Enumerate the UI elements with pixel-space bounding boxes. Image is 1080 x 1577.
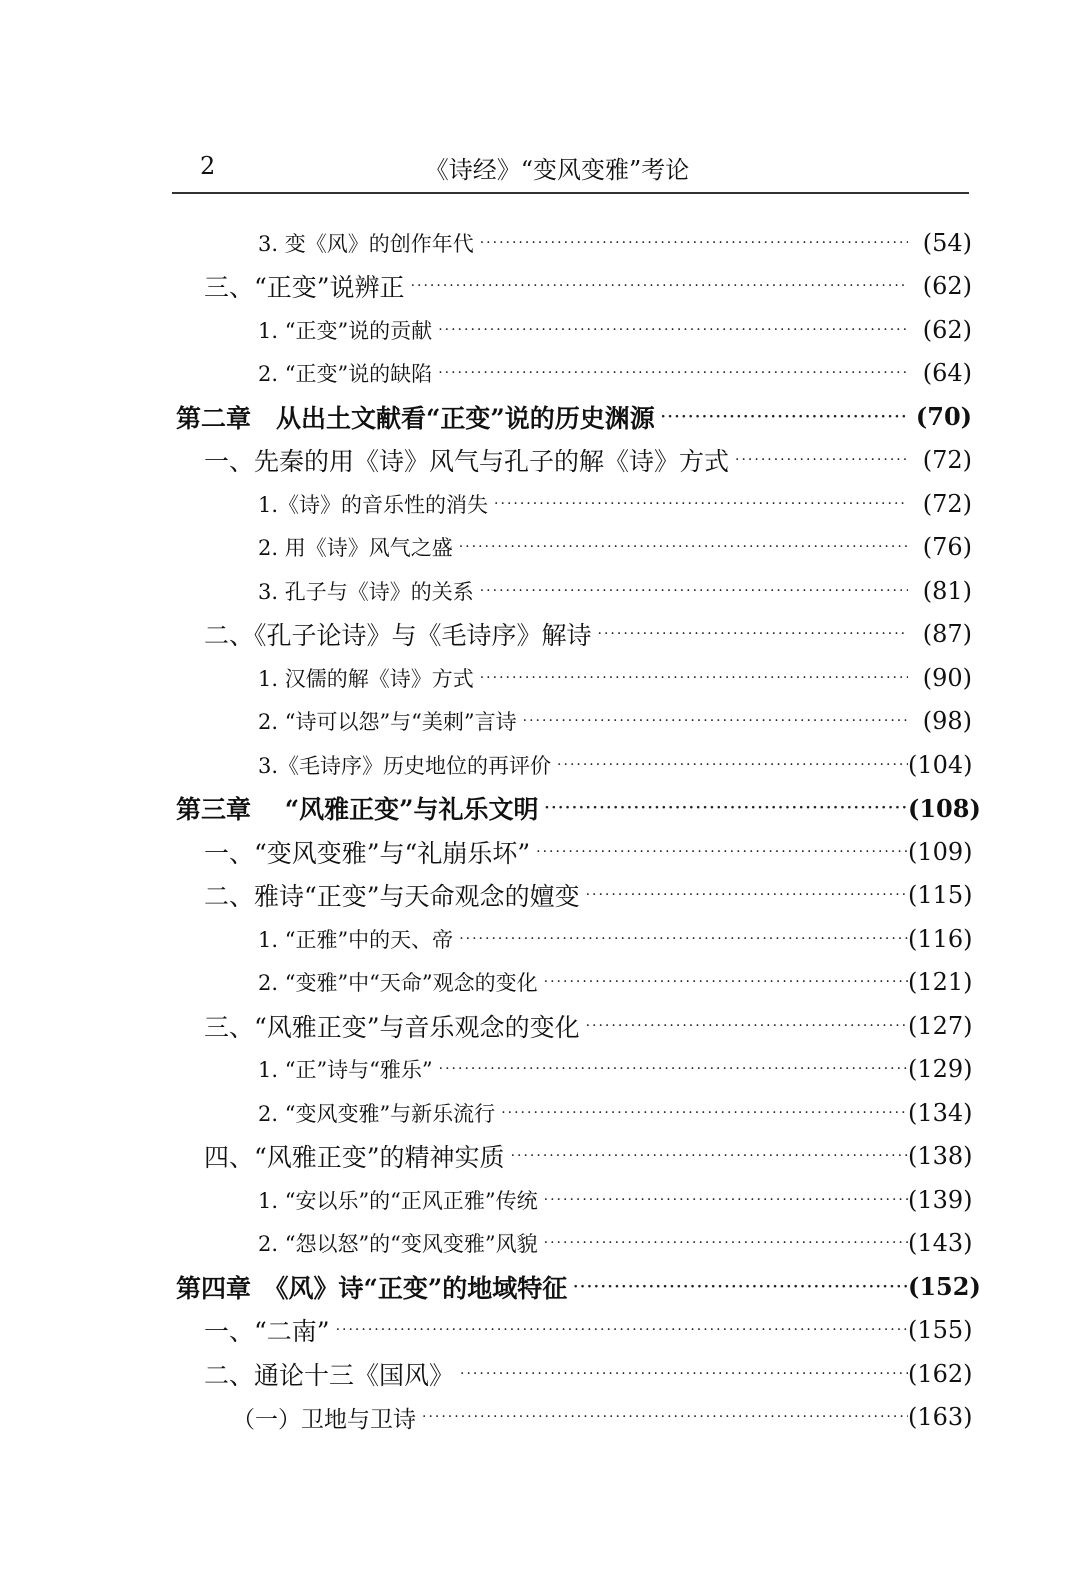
toc-entry bbox=[0, 830, 1080, 874]
toc-entry-page: (98) bbox=[922, 707, 972, 736]
toc-entry-title: 2. “正变”说的缺陷 bbox=[258, 362, 433, 387]
toc-entry-title: 一、“二南” bbox=[204, 1317, 330, 1347]
toc-entry-page: (162) bbox=[908, 1359, 973, 1388]
toc-entry-title: 1. 汉儒的解《诗》方式 bbox=[258, 666, 474, 691]
dot-leader bbox=[586, 1019, 908, 1033]
toc-entry-title: 2. “怨以怒”的“变风变雅”风貌 bbox=[258, 1232, 538, 1257]
toc-entry-title: 1. “正”诗与“雅乐” bbox=[258, 1058, 433, 1083]
toc-entry-title: 2. “变雅”中“天命”观念的变化 bbox=[258, 971, 538, 996]
dot-leader bbox=[544, 975, 908, 989]
toc-entry-title: 2. “诗可以怨”与“美刺”言诗 bbox=[258, 710, 517, 735]
toc-entry-title: 三、“风雅正变”与音乐观念的变化 bbox=[204, 1012, 580, 1042]
toc-entry-page: (62) bbox=[922, 315, 972, 344]
toc-entry-title: 1. “安以乐”的“正风正雅”传统 bbox=[258, 1188, 538, 1213]
toc-entry-page: (129) bbox=[908, 1055, 973, 1084]
dot-leader bbox=[438, 366, 908, 380]
toc-entry bbox=[0, 917, 1080, 961]
toc-entry-title: 一、先秦的用《诗》风气与孔子的解《诗》方式 bbox=[204, 447, 730, 477]
toc-entry bbox=[0, 221, 1080, 265]
toc-entry-title: 1. “正雅”中的天、帝 bbox=[258, 927, 454, 952]
toc-entry-title: 3. 孔子与《诗》的关系 bbox=[258, 579, 474, 604]
toc-entry bbox=[0, 352, 1080, 396]
dot-leader bbox=[422, 1410, 908, 1424]
toc-entry bbox=[0, 1222, 1080, 1266]
toc-entry-page: (70) bbox=[915, 402, 972, 432]
dot-leader bbox=[735, 453, 908, 467]
toc-entry bbox=[0, 656, 1080, 700]
toc-entry bbox=[0, 1352, 1080, 1396]
dot-leader bbox=[586, 888, 908, 902]
toc-entry bbox=[0, 743, 1080, 787]
dot-leader bbox=[494, 497, 908, 511]
toc-entry-page: (109) bbox=[908, 837, 973, 866]
toc-entry bbox=[0, 1091, 1080, 1135]
toc-entry bbox=[0, 613, 1080, 657]
dot-leader bbox=[573, 1280, 908, 1294]
dot-leader bbox=[460, 1367, 908, 1381]
toc-entry-page: (90) bbox=[922, 663, 972, 692]
toc-entry-title: 1. “正变”说的贡献 bbox=[258, 318, 433, 343]
toc-entry-page: (155) bbox=[908, 1316, 973, 1345]
toc-entry bbox=[0, 526, 1080, 570]
toc-entry-title: 二、《孔子论诗》与《毛诗序》解诗 bbox=[204, 621, 592, 651]
dot-leader bbox=[336, 1323, 908, 1337]
dot-leader bbox=[411, 279, 908, 293]
toc-entry bbox=[0, 1309, 1080, 1353]
toc-entry bbox=[0, 1396, 1080, 1440]
dot-leader bbox=[480, 236, 908, 250]
toc-entry-page: (127) bbox=[908, 1011, 973, 1040]
dot-leader bbox=[438, 323, 908, 337]
toc-entry-page: (72) bbox=[922, 446, 972, 475]
dot-leader bbox=[480, 671, 908, 685]
dot-leader bbox=[480, 584, 908, 598]
toc-entry bbox=[0, 482, 1080, 526]
page-number: 2 bbox=[200, 152, 216, 180]
toc-entry-page: (87) bbox=[922, 620, 972, 649]
toc-entry bbox=[0, 439, 1080, 483]
dot-leader bbox=[439, 1062, 908, 1076]
toc-entry-page: (64) bbox=[922, 359, 972, 388]
toc-entry-title: 三、“正变”说辨正 bbox=[204, 273, 405, 303]
dot-leader bbox=[511, 1149, 908, 1163]
toc-entry-title: 3.《毛诗序》历史地位的再评价 bbox=[258, 753, 552, 778]
toc-entry bbox=[0, 1135, 1080, 1179]
dot-leader bbox=[523, 714, 908, 728]
toc-entry bbox=[0, 265, 1080, 309]
dot-leader bbox=[661, 410, 908, 424]
toc-entry-page: (139) bbox=[908, 1185, 973, 1214]
toc-entry bbox=[0, 1004, 1080, 1048]
toc-entry-page: (163) bbox=[908, 1403, 973, 1432]
toc-entry-title: 四、“风雅正变”的精神实质 bbox=[204, 1143, 505, 1173]
toc-entry bbox=[0, 1048, 1080, 1092]
toc-entry-page: (115) bbox=[908, 881, 973, 910]
toc-entry-page: (81) bbox=[922, 576, 972, 605]
toc-entry bbox=[0, 1178, 1080, 1222]
toc-entry-title: 3. 变《风》的创作年代 bbox=[258, 231, 474, 256]
dot-leader bbox=[544, 1236, 908, 1250]
header-rule bbox=[172, 192, 969, 194]
toc-entry bbox=[0, 961, 1080, 1005]
running-title: 《诗经》“变风变雅”考论 bbox=[424, 156, 690, 184]
dot-leader bbox=[501, 1106, 908, 1120]
toc-entry-page: (138) bbox=[908, 1142, 973, 1171]
toc-entry-page: (108) bbox=[908, 793, 981, 823]
toc-chapter bbox=[0, 395, 1080, 439]
toc-entry-title: 1.《诗》的音乐性的消失 bbox=[258, 492, 489, 517]
toc-entry-title: （一）卫地与卫诗 bbox=[232, 1406, 416, 1433]
toc-entry bbox=[0, 569, 1080, 613]
toc-entry-page: (152) bbox=[908, 1272, 981, 1302]
toc-entry bbox=[0, 874, 1080, 918]
dot-leader bbox=[598, 627, 908, 641]
toc-chapter bbox=[0, 787, 1080, 831]
table-of-contents bbox=[0, 221, 1080, 1439]
toc-entry-page: (143) bbox=[908, 1229, 973, 1258]
toc-entry-page: (62) bbox=[922, 272, 972, 301]
toc-entry-page: (72) bbox=[922, 489, 972, 518]
dot-leader bbox=[544, 801, 908, 815]
toc-entry-title: 2. 用《诗》风气之盛 bbox=[258, 536, 453, 561]
dot-leader bbox=[536, 845, 908, 859]
toc-entry-page: (104) bbox=[908, 750, 973, 779]
toc-entry-page: (76) bbox=[922, 533, 972, 562]
toc-entry-page: (54) bbox=[922, 228, 972, 257]
toc-entry-title: 一、“变风变雅”与“礼崩乐坏” bbox=[204, 838, 531, 868]
toc-entry-title: 二、雅诗“正变”与天命观念的嬗变 bbox=[204, 882, 580, 912]
dot-leader bbox=[459, 932, 908, 946]
dot-leader bbox=[459, 540, 908, 554]
dot-leader bbox=[544, 1193, 908, 1207]
toc-chapter bbox=[0, 1265, 1080, 1309]
toc-entry-page: (116) bbox=[908, 924, 973, 953]
toc-entry-title: 二、通论十三《国风》 bbox=[204, 1360, 455, 1390]
toc-entry bbox=[0, 700, 1080, 744]
toc-entry-title: 第二章 从出土文献看“正变”说的历史渊源 bbox=[176, 403, 655, 433]
toc-entry-page: (134) bbox=[908, 1098, 973, 1127]
dot-leader bbox=[557, 758, 908, 772]
toc-entry-title: 第四章 《风》诗“正变”的地域特征 bbox=[176, 1273, 568, 1303]
toc-entry-title: 第三章 “风雅正变”与礼乐文明 bbox=[176, 795, 539, 825]
toc-entry-title: 2. “变风变雅”与新乐流行 bbox=[258, 1101, 496, 1126]
toc-entry-page: (121) bbox=[908, 968, 973, 997]
toc-entry bbox=[0, 308, 1080, 352]
